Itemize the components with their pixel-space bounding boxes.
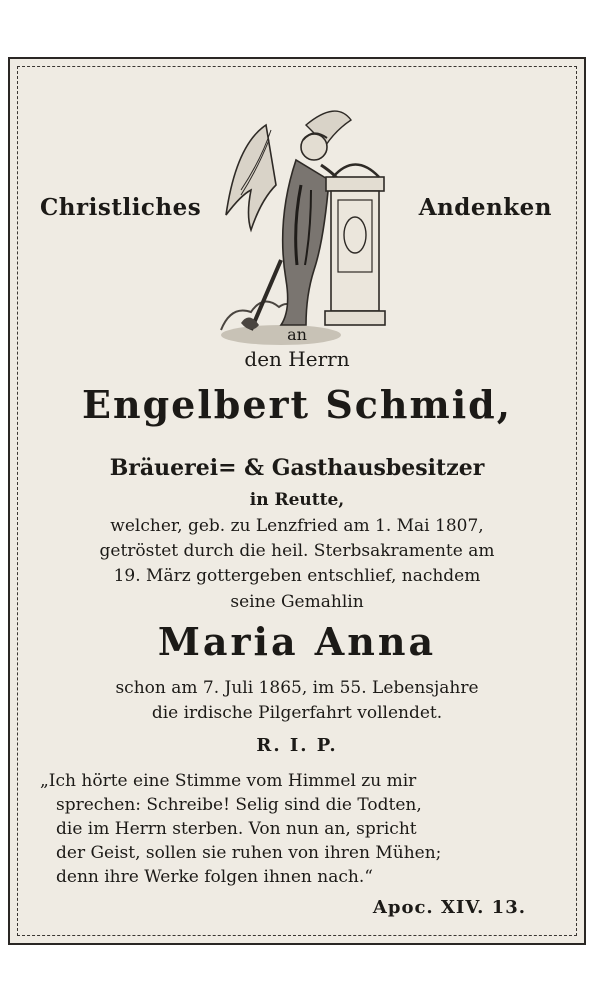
mourning-angel-icon	[211, 85, 391, 350]
wife-name: Maria Anna	[157, 619, 437, 664]
quote-line-1: „Ich hörte eine Stimme vom Himmel zu mir	[40, 771, 417, 791]
body-line-3: 19. März gottergeben entschlief, nachdem	[113, 566, 481, 586]
rip-text: R. I. P.	[256, 735, 338, 756]
body-line-6: die irdische Pilgerfahrt vollendet.	[151, 703, 443, 723]
body-line-5: schon am 7. Juli 1865, im 55. Lebensjahre	[115, 678, 479, 698]
deceased-name: Engelbert Schmid,	[82, 382, 512, 427]
quote-line-5: denn ihre Werke folgen ihnen nach.“	[56, 867, 373, 887]
heading-christliches: Christliches	[40, 194, 202, 221]
quote-line-4: der Geist, sollen sie ruhen von ihren Mühen;	[56, 843, 442, 863]
quote-line-3: die im Herrn sterben. Von nun an, spricht	[56, 819, 417, 839]
deceased-occupation: Bräuerei= & Gasthausbesitzer	[109, 455, 485, 481]
quote-line-2: sprechen: Schreibe! Selig sind die Todten,	[56, 795, 422, 815]
salutation-herrn: den Herrn	[244, 347, 350, 371]
body-line-4: seine Gemahlin	[230, 592, 364, 612]
body-line-1: welcher, geb. zu Lenzfried am 1. Mai 1807,	[110, 516, 484, 536]
heading-andenken: Andenken	[418, 194, 552, 221]
memorial-card	[8, 57, 586, 945]
body-line-2: getröstet durch die heil. Sterbsakramente am	[99, 541, 495, 561]
preposition-an: an	[287, 325, 307, 344]
bible-citation: Apoc. XIV. 13.	[372, 897, 526, 918]
deceased-place: in Reutte,	[249, 490, 345, 510]
